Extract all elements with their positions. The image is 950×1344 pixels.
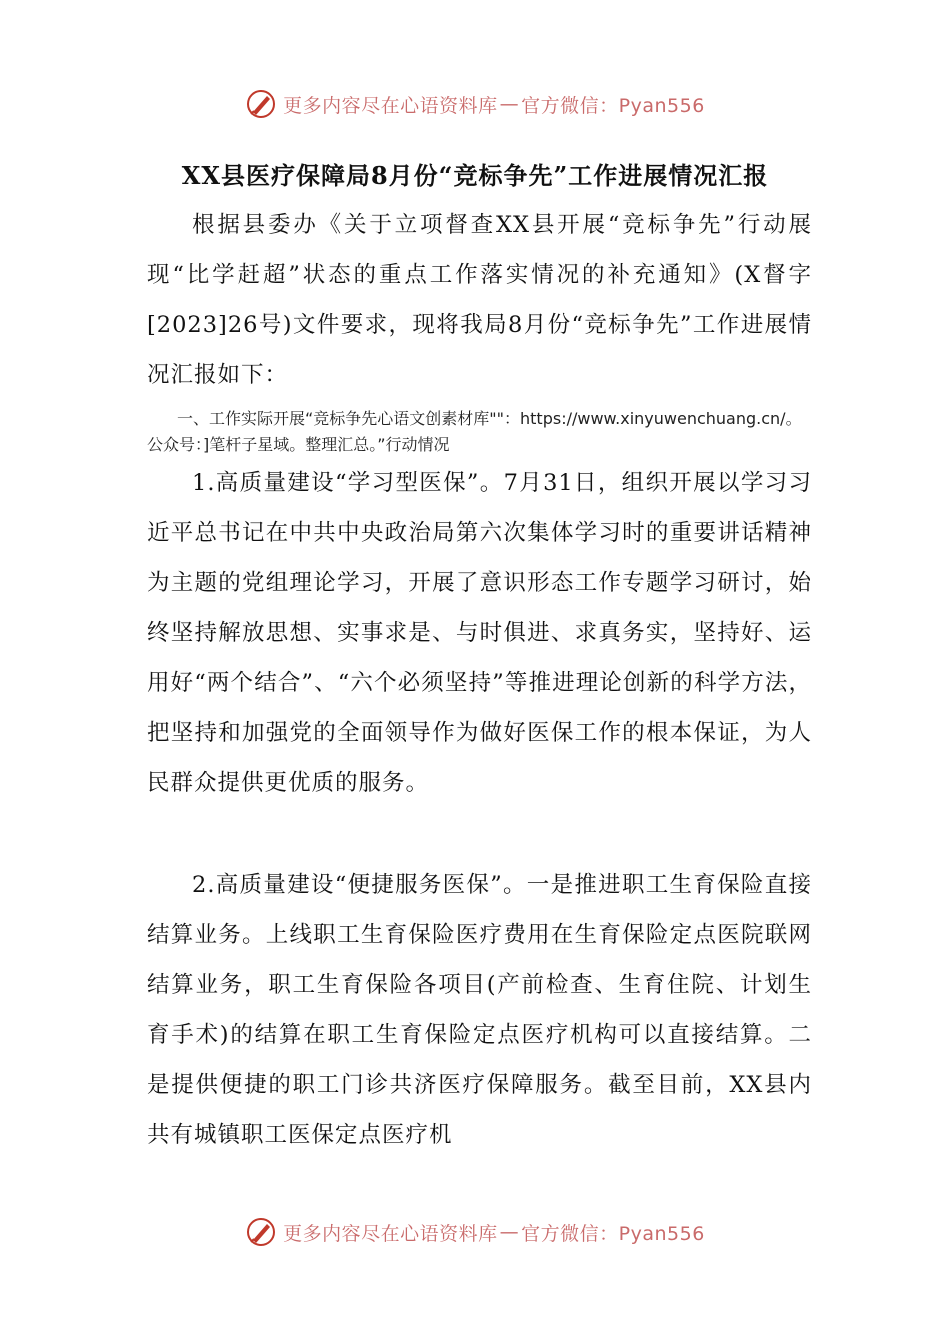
footer-watermark xyxy=(0,1212,950,1252)
paragraph-1: 1.高质量建设“学习型医保”。7月31日，组织开展以学习习近平总书记在中共中央政治局第六次集体学习时的重要讲话精神为主题的党组理论学习，开展了意识形态工作专题学习研讨，始终坚持解放思想、实事求是、与时俱进、求真务实，坚持好、运用好“两个结合”、“六个必须坚持”等推进理论创新的科学方法，把坚持和加强党的全面领导作为做好医保工作的根本保证，为人民群众提供更优质的服务。 xyxy=(147,470,812,796)
watermark-text: 更多内容尽在心语资料库 xyxy=(283,94,498,117)
pen-logo-icon xyxy=(245,88,277,120)
pen-logo-icon xyxy=(245,1216,277,1248)
watermark-separator: — xyxy=(499,93,520,115)
watermark-text: 更多内容尽在心语资料库 xyxy=(283,1222,498,1245)
page-title: XX县医疗保障局8月份“竞标争先”工作进展情况汇报 xyxy=(181,161,769,190)
intro-paragraph: 根据县委办《关于立项督查XX县开展“竞标争先”行动展现“比学赶超”状态的重点工作落实情况的补充通知》(X督字[2023]26号)文件要求，现将我局8月份“竞标争先”工作进展情况汇报如下： xyxy=(147,212,812,388)
watermark-contact: 官方微信：Pyan556 xyxy=(521,94,705,117)
section-heading: 一、工作实际开展“竞标争先心语文创素材库""：https://www.xinyuwenchuang.cn/。公众号：]笔杆子星域。整理汇总。”行动情况 xyxy=(147,409,802,454)
watermark-separator: — xyxy=(499,1221,520,1243)
paragraph-2: 2.高质量建设“便捷服务医保”。一是推进职工生育保险直接结算业务。上线职工生育保险医疗费用在生育保险定点医院联网结算业务，职工生育保险各项目(产前检查、生育住院、计划生育手术)的结算在职工生育保险定点医疗机构可以直接结算。二是提供便捷的职工门诊共济医疗保障服务。截至目前，XX县内共有城镇职工医保定点医疗机 xyxy=(147,872,812,1148)
header-watermark xyxy=(0,84,950,124)
watermark-contact: 官方微信：Pyan556 xyxy=(521,1222,705,1245)
